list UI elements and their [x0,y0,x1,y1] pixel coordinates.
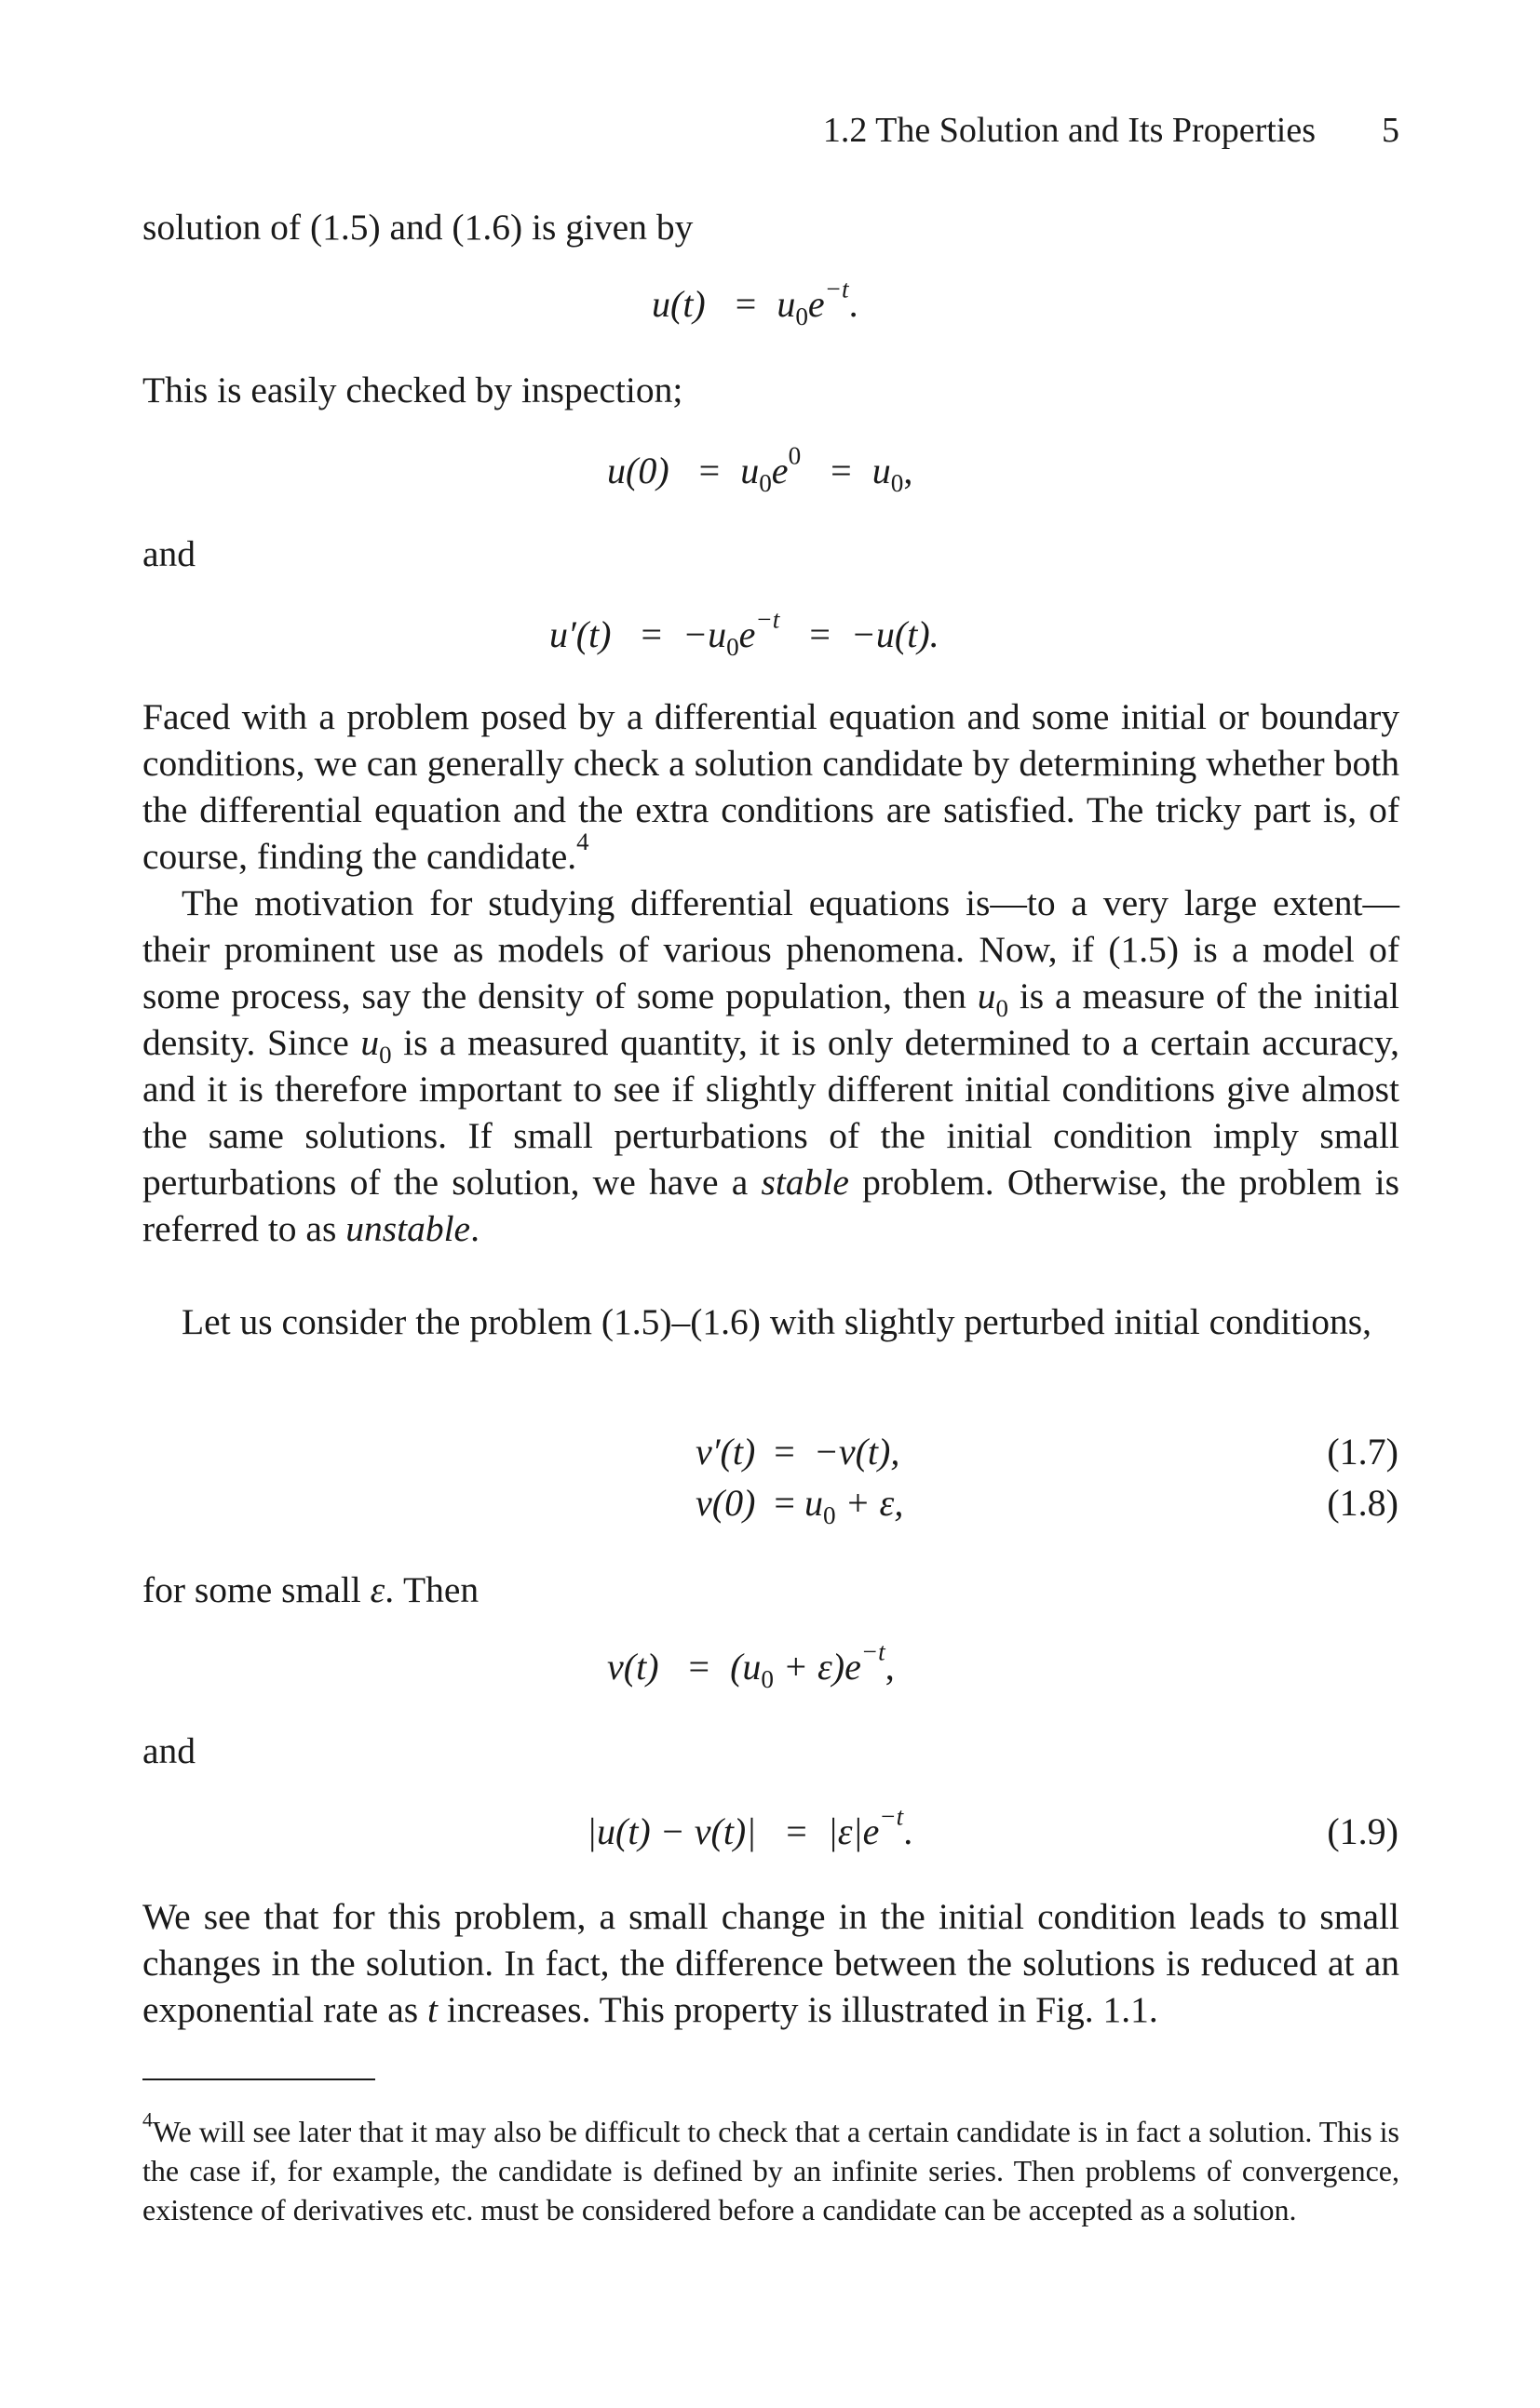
eq-sup: −t [860,1637,885,1666]
eq-rhs: u [804,1482,823,1524]
eq-equals: = [735,283,757,325]
footnote-marker: 4 [576,827,589,855]
eq-equals: = [641,613,663,655]
eq-sub: 0 [795,303,808,330]
page-number: 5 [1382,111,1399,150]
eq-equals: = [774,1482,795,1524]
faced-text: Faced with a problem posed by a differential equation and some initial or boundary conditions, we can generally check a solution candidate by determining whether both the differential equation and the extra conditions are satisfied. The tricky part is, of course, finding the candidate. [142,696,1399,877]
eq-end: , [885,1646,895,1688]
eq-lhs: u(t) [652,283,706,325]
eq-mid2: e [738,613,756,655]
equation-solution [0,275,1540,334]
stable-term: stable [761,1162,849,1203]
eq-lhs: u(0) [607,450,669,491]
eq-rhs: |ε|e [827,1810,880,1852]
motivation-text-e: . [470,1208,480,1249]
equation-initial-check [0,441,1540,501]
eq-rhs2: + ε, [835,1482,904,1524]
eq-sub: 0 [761,1665,774,1693]
paragraph-small-epsilon [142,1567,1399,1613]
eq-sup: −t [879,1802,904,1831]
conclusion-text-a: We see that for this problem, a small change in the initial condition leads to small changes in the solution. In fact, the difference between the solutions is reduced at an exponential rate as [142,1896,1399,2030]
footnote-text: We will see later that it may also be difficult to check that a certain candidate is in fact a solution. This is the case if, for example, the candidate is defined by an infinite series. Then problems of convergence, existence of derivatives etc. must be considered before a candidate can be accepted as a solution. [142,2115,1399,2226]
equation-number: (1.8) [1327,1482,1398,1524]
running-header [142,110,1399,156]
eq-rhs: u [871,450,891,491]
paragraph-and-2: and [142,1730,196,1771]
running-title: 1.2 The Solution and Its Properties [822,111,1316,150]
eq-mid2: e [771,450,789,491]
eq-rhs2: e [807,283,825,325]
motivation-text-d: problem. Otherwise, the problem is referred to as [142,1162,1399,1249]
eq-lhs: |u(t) − v(t)| [587,1810,757,1852]
footnote [142,2108,1399,2229]
equation-derivative-check [0,605,1540,665]
equation-1-8 [0,1481,1540,1533]
eq-lhs: u′(t) [549,613,612,655]
eq-equals: = [698,450,721,491]
paragraph-inspection: This is easily checked by inspection; [142,370,683,410]
footnote-rule [142,2078,375,2080]
eq-rhs: (u [730,1646,762,1688]
equation-perturbed-solution [0,1637,1540,1697]
paragraph-and-1: and [142,533,196,574]
eq-sup: 0 [788,441,802,470]
footnote-mark: 4 [142,2108,153,2132]
motivation-text-a: The motivation for studying differential equations is—to a very large extent—their prominent use as models of various phenomena. Now, if (1.5) is a model of some process, say the density of some population, then [142,882,1399,1016]
unstable-term: unstable [345,1208,471,1249]
equation-number: (1.7) [1327,1431,1398,1473]
eq-rhs2: + ε)e [774,1646,861,1688]
eq-lhs: v′(t) [696,1431,756,1473]
eq-rhs: −u(t). [850,613,939,655]
eq-rhs: u [777,283,796,325]
paragraph-conclusion [142,1893,1399,2033]
epsilon-text-b: . Then [385,1569,480,1610]
symbol-u: u [977,975,996,1016]
paragraph-motivation [142,880,1399,1252]
eq-end: , [903,450,913,491]
symbol-u: u [360,1022,380,1063]
paragraph-perturbed: Let us consider the problem (1.5)–(1.6) with slightly perturbed initial conditions, [182,1301,1372,1342]
conclusion-text-b: increases. This property is illustrated in Fig. 1.1. [437,1989,1158,2030]
paragraph-faced [142,693,1399,880]
equation-number: (1.9) [1327,1810,1398,1852]
eq-mid: u [740,450,760,491]
eq-end: . [903,1810,913,1852]
symbol-u-sub: 0 [379,1040,392,1069]
eq-equals-2: = [809,613,831,655]
symbol-u-sub: 0 [995,993,1008,1022]
eq-mid: −u [682,613,727,655]
symbol-epsilon: ε [370,1569,385,1610]
epsilon-text-a: for some small [142,1569,371,1610]
eq-lhs: v(0) [696,1482,756,1524]
eq-equals: = [688,1646,710,1688]
paragraph-intro: solution of (1.5) and (1.6) is given by [142,207,694,248]
eq-equals: = [774,1431,795,1473]
eq-end: . [848,283,858,325]
equation-1-7 [0,1430,1540,1482]
eq-sub-2: 0 [890,469,904,497]
eq-sup: −t [824,275,849,303]
eq-sub: 0 [822,1501,836,1529]
eq-equals-2: = [831,450,852,491]
eq-sup: −t [755,605,780,634]
eq-sub: 0 [726,633,739,661]
eq-sub: 0 [759,469,772,497]
motivation-text-b: is a measure of the initial density. Since [142,975,1399,1063]
symbol-t: t [427,1989,438,2030]
eq-lhs: v(t) [607,1646,659,1688]
equation-1-9 [0,1802,1540,1862]
eq-rhs: −v(t), [813,1431,900,1473]
eq-equals: = [786,1810,807,1852]
motivation-text-c: is a measured quantity, it is only determined to a certain accuracy, and it is therefore important to see if slightly different initial conditions give almost the same solutions. If small perturbations of the initial condition imply small perturbations of the solution, we have a [142,1022,1400,1203]
